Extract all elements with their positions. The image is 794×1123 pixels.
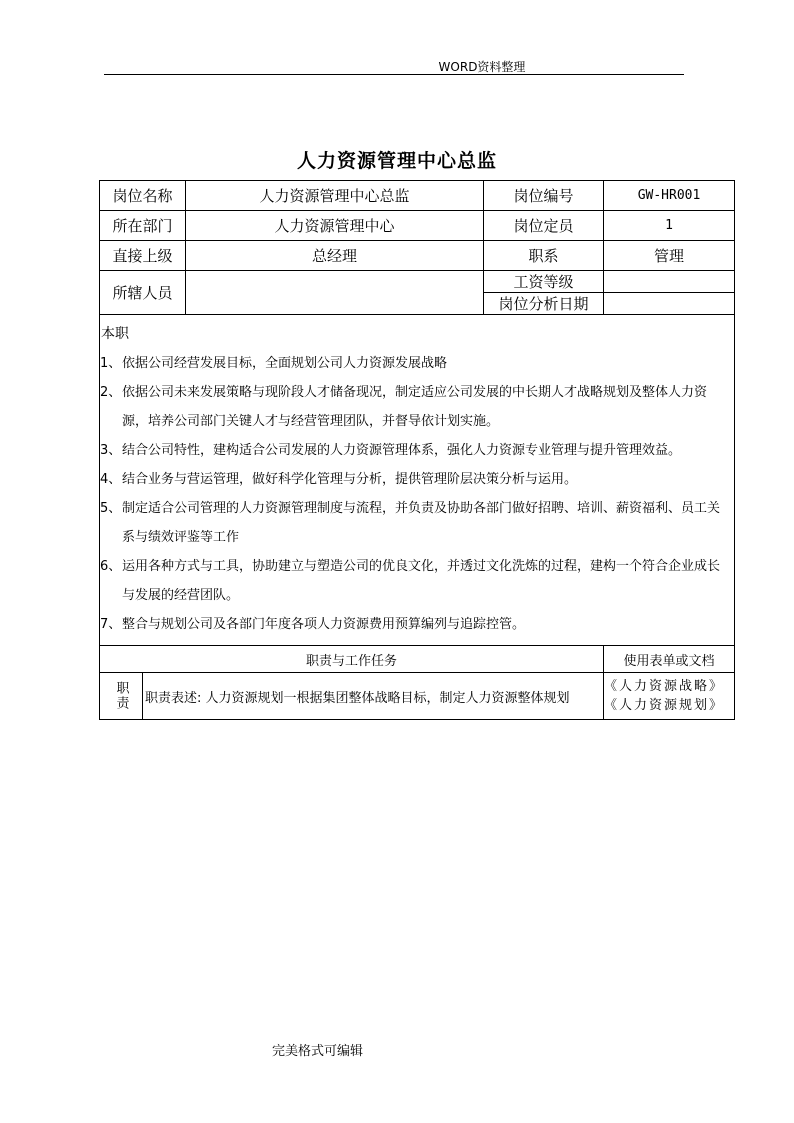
duties-cell bbox=[100, 315, 735, 646]
table-row bbox=[100, 181, 735, 211]
duties-list bbox=[100, 349, 734, 645]
tasks-header-right: 使用表单或文档 bbox=[604, 646, 735, 673]
duty-number: 3、 bbox=[100, 443, 122, 458]
tasks-header-row bbox=[100, 646, 735, 673]
page-footer: 完美格式可编辑 bbox=[272, 1044, 364, 1059]
job-family-label: 职系 bbox=[484, 241, 604, 271]
dept-label: 所在部门 bbox=[100, 211, 186, 241]
doc-link-strategy: 《人力资源战略》 bbox=[604, 679, 725, 694]
dept-value: 人力资源管理中心 bbox=[186, 211, 484, 241]
position-name-label: 岗位名称 bbox=[100, 181, 186, 211]
subordinates-value bbox=[186, 271, 484, 315]
position-name-value: 人力资源管理中心总监 bbox=[186, 181, 484, 211]
tasks-docs-cell bbox=[604, 673, 735, 720]
headcount-value: 1 bbox=[604, 211, 735, 241]
salary-grade-value bbox=[604, 271, 735, 293]
page-header: WORD资料整理 bbox=[438, 60, 526, 74]
duty-text: 制定适合公司管理的人力资源管理制度与流程，并负责及协助各部门做好招聘、培训、薪资福利、员工关系与绩效评鉴等工作 bbox=[122, 501, 721, 545]
duty-number: 4、 bbox=[100, 472, 122, 487]
list-item bbox=[100, 436, 734, 465]
duties-title: 本职 bbox=[101, 326, 129, 342]
table-row bbox=[100, 271, 735, 293]
job-family-value: 管理 bbox=[604, 241, 735, 271]
duty-number: 7、 bbox=[100, 617, 122, 632]
tasks-row bbox=[100, 673, 735, 720]
list-item bbox=[100, 610, 734, 639]
duty-number: 5、 bbox=[100, 501, 122, 516]
position-code-label: 岗位编号 bbox=[484, 181, 604, 211]
headcount-label: 岗位定员 bbox=[484, 211, 604, 241]
duty-number: 1、 bbox=[100, 356, 122, 371]
table-row bbox=[100, 241, 735, 271]
superior-label: 直接上级 bbox=[100, 241, 186, 271]
salary-grade-label: 工资等级 bbox=[484, 271, 604, 293]
subordinates-label: 所辖人员 bbox=[100, 271, 186, 315]
list-item bbox=[100, 552, 734, 610]
duty-text: 运用各种方式与工具，协助建立与塑造公司的优良文化，并透过文化洗炼的过程，建构一个符合企业成长与发展的经营团队。 bbox=[122, 559, 721, 603]
doc-link-planning: 《人力资源规划》 bbox=[604, 698, 725, 713]
duty-text: 依据公司未来发展策略与现阶段人才储备现况，制定适应公司发展的中长期人才战略规划及整体人力资源，培养公司部门关键人才与经营管理团队，并督导依计划实施。 bbox=[122, 385, 708, 429]
position-code-value: GW-HR001 bbox=[604, 181, 735, 211]
duty-number: 6、 bbox=[100, 559, 122, 574]
analysis-date-value bbox=[604, 293, 735, 315]
list-item bbox=[100, 494, 734, 552]
list-item bbox=[100, 349, 734, 378]
list-item bbox=[100, 378, 734, 436]
tasks-header-left: 职责与工作任务 bbox=[100, 646, 604, 673]
superior-value: 总经理 bbox=[186, 241, 484, 271]
tasks-row-desc: 职责表述: 人力资源规划一根据集团整体战略目标，制定人力资源整体规划 bbox=[143, 673, 604, 720]
job-description-table bbox=[99, 180, 735, 720]
document-title: 人力资源管理中心总监 bbox=[296, 150, 497, 172]
duty-number: 2、 bbox=[100, 385, 122, 400]
analysis-date-label: 岗位分析日期 bbox=[484, 293, 604, 315]
duties-row bbox=[100, 315, 735, 646]
tasks-row-label-cell bbox=[100, 673, 143, 720]
list-item bbox=[100, 465, 734, 494]
tasks-row-label: 职责 bbox=[113, 681, 129, 711]
table-row bbox=[100, 211, 735, 241]
duty-text: 结合业务与营运管理，做好科学化管理与分析，提供管理阶层决策分析与运用。 bbox=[122, 472, 578, 487]
duty-text: 整合与规划公司及各部门年度各项人力资源费用预算编列与追踪控管。 bbox=[122, 617, 526, 632]
header-divider bbox=[104, 74, 684, 75]
duty-text: 结合公司特性，建构适合公司发展的人力资源管理体系，强化人力资源专业管理与提升管理效益。 bbox=[122, 443, 682, 458]
duty-text: 依据公司经营发展目标，全面规划公司人力资源发展战略 bbox=[122, 356, 448, 371]
